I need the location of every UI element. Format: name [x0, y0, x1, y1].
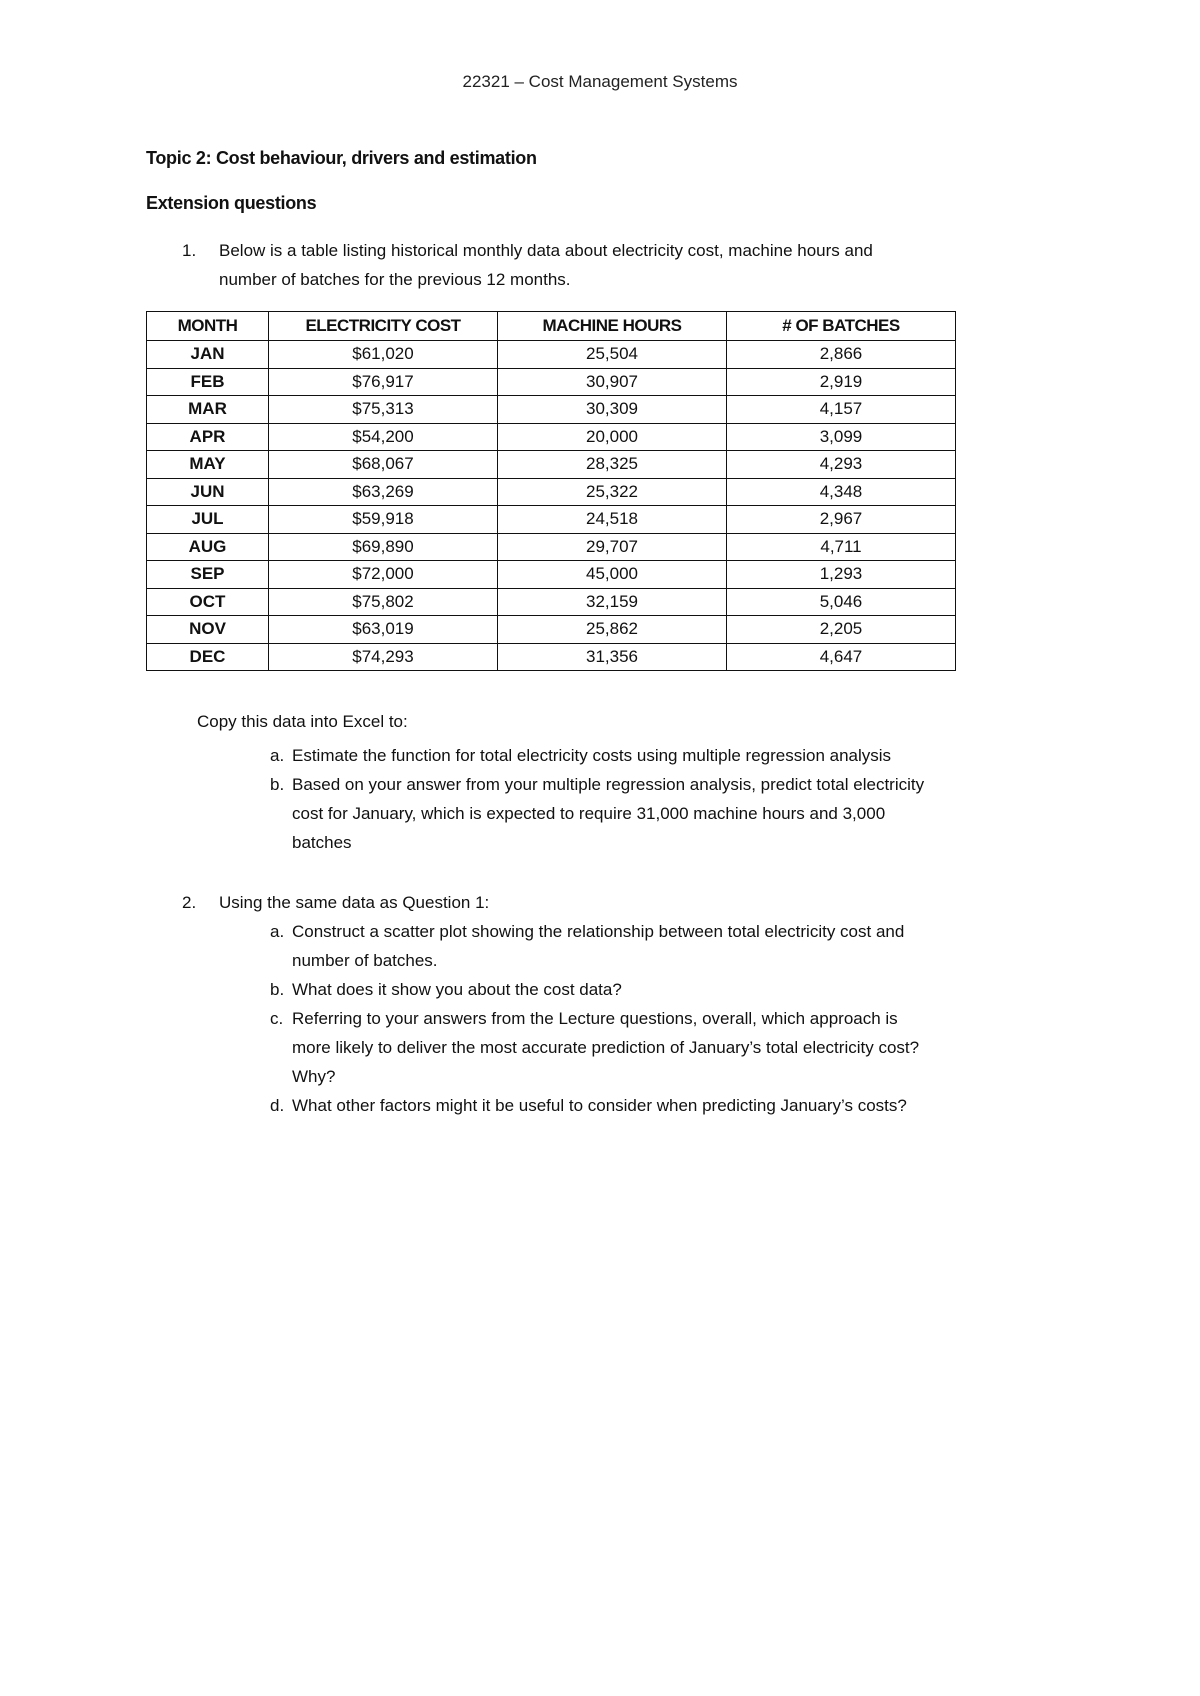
cell-month: MAY	[147, 451, 269, 479]
header-machine-hours: MACHINE HOURS	[498, 312, 727, 341]
table-row	[147, 368, 956, 396]
part-text-line: What other factors might it be useful to consider when predicting January’s costs?	[292, 1096, 907, 1115]
table-row	[147, 643, 956, 671]
part-text-line: batches	[292, 833, 352, 852]
question-2-number: 2.	[182, 893, 197, 912]
cell-batches: 4,293	[727, 451, 956, 479]
cell-machine-hours: 32,159	[498, 588, 727, 616]
cell-machine-hours: 45,000	[498, 561, 727, 589]
part-text-line: more likely to deliver the most accurate prediction of January’s total electricity cost?	[292, 1038, 920, 1057]
table-row	[147, 616, 956, 644]
cell-electricity-cost: $61,020	[269, 341, 498, 369]
part-text-line: Construct a scatter plot showing the relationship between total electricity cost and	[292, 922, 905, 941]
table-row	[147, 451, 956, 479]
electricity-data-table	[146, 311, 956, 671]
table-row	[147, 341, 956, 369]
cell-batches: 2,967	[727, 506, 956, 534]
cell-machine-hours: 30,309	[498, 396, 727, 424]
cell-machine-hours: 29,707	[498, 533, 727, 561]
table-row	[147, 588, 956, 616]
topic-title: Topic 2: Cost behaviour, drivers and estimation	[146, 148, 537, 168]
cell-month: NOV	[147, 616, 269, 644]
cell-electricity-cost: $72,000	[269, 561, 498, 589]
page-header: 22321 – Cost Management Systems	[462, 72, 738, 91]
part-text-line: Estimate the function for total electricity costs using multiple regression analysis	[292, 746, 892, 765]
cell-machine-hours: 24,518	[498, 506, 727, 534]
section-title: Extension questions	[146, 193, 317, 213]
header-electricity-cost: ELECTRICITY COST	[269, 312, 498, 341]
question-1-line-2: number of batches for the previous 12 months.	[219, 270, 571, 289]
part-letter: b.	[270, 775, 285, 794]
part-letter: b.	[270, 980, 285, 999]
cell-batches: 4,711	[727, 533, 956, 561]
part-letter: a.	[270, 922, 285, 941]
cell-electricity-cost: $63,019	[269, 616, 498, 644]
header-batches: # OF BATCHES	[727, 312, 956, 341]
table-row	[147, 423, 956, 451]
cell-machine-hours: 25,862	[498, 616, 727, 644]
cell-month: DEC	[147, 643, 269, 671]
part-text-line: Based on your answer from your multiple regression analysis, predict total electricity	[292, 775, 925, 794]
cell-electricity-cost: $54,200	[269, 423, 498, 451]
cell-machine-hours: 25,322	[498, 478, 727, 506]
cell-month: SEP	[147, 561, 269, 589]
table-row	[147, 506, 956, 534]
table-row	[147, 478, 956, 506]
cell-machine-hours: 20,000	[498, 423, 727, 451]
cell-batches: 1,293	[727, 561, 956, 589]
cell-electricity-cost: $68,067	[269, 451, 498, 479]
table-row	[147, 533, 956, 561]
cell-batches: 5,046	[727, 588, 956, 616]
table-row	[147, 561, 956, 589]
cell-batches: 4,157	[727, 396, 956, 424]
cell-machine-hours: 31,356	[498, 643, 727, 671]
cell-month: OCT	[147, 588, 269, 616]
part-text-line: Referring to your answers from the Lecture questions, overall, which approach is	[292, 1009, 898, 1028]
part-letter: c.	[270, 1009, 284, 1028]
cell-machine-hours: 28,325	[498, 451, 727, 479]
part-text-line: What does it show you about the cost data?	[292, 980, 622, 999]
cell-electricity-cost: $69,890	[269, 533, 498, 561]
part-letter: a.	[270, 746, 285, 765]
cell-batches: 2,919	[727, 368, 956, 396]
cell-batches: 4,647	[727, 643, 956, 671]
part-text-line: cost for January, which is expected to require 31,000 machine hours and 3,000	[292, 804, 886, 823]
question-2-line-1: Using the same data as Question 1:	[219, 893, 490, 912]
question-1-number: 1.	[182, 241, 197, 260]
cell-batches: 3,099	[727, 423, 956, 451]
cell-month: AUG	[147, 533, 269, 561]
cell-batches: 4,348	[727, 478, 956, 506]
cell-machine-hours: 30,907	[498, 368, 727, 396]
cell-month: JUN	[147, 478, 269, 506]
header-month: MONTH	[147, 312, 269, 341]
question-1-line-1: Below is a table listing historical monthly data about electricity cost, machine hours and	[219, 241, 873, 260]
cell-month: JAN	[147, 341, 269, 369]
part-text-line: number of batches.	[292, 951, 438, 970]
part-text-line: Why?	[292, 1067, 336, 1086]
cell-electricity-cost: $75,802	[269, 588, 498, 616]
cell-electricity-cost: $74,293	[269, 643, 498, 671]
cell-month: FEB	[147, 368, 269, 396]
cell-electricity-cost: $76,917	[269, 368, 498, 396]
table-header-row	[147, 312, 956, 341]
cell-electricity-cost: $75,313	[269, 396, 498, 424]
cell-batches: 2,866	[727, 341, 956, 369]
cell-month: MAR	[147, 396, 269, 424]
cell-electricity-cost: $59,918	[269, 506, 498, 534]
cell-batches: 2,205	[727, 616, 956, 644]
cell-month: JUL	[147, 506, 269, 534]
cell-electricity-cost: $63,269	[269, 478, 498, 506]
part-letter: d.	[270, 1096, 285, 1115]
cell-machine-hours: 25,504	[498, 341, 727, 369]
question-1-instruction: Copy this data into Excel to:	[197, 712, 408, 731]
table-row	[147, 396, 956, 424]
cell-month: APR	[147, 423, 269, 451]
